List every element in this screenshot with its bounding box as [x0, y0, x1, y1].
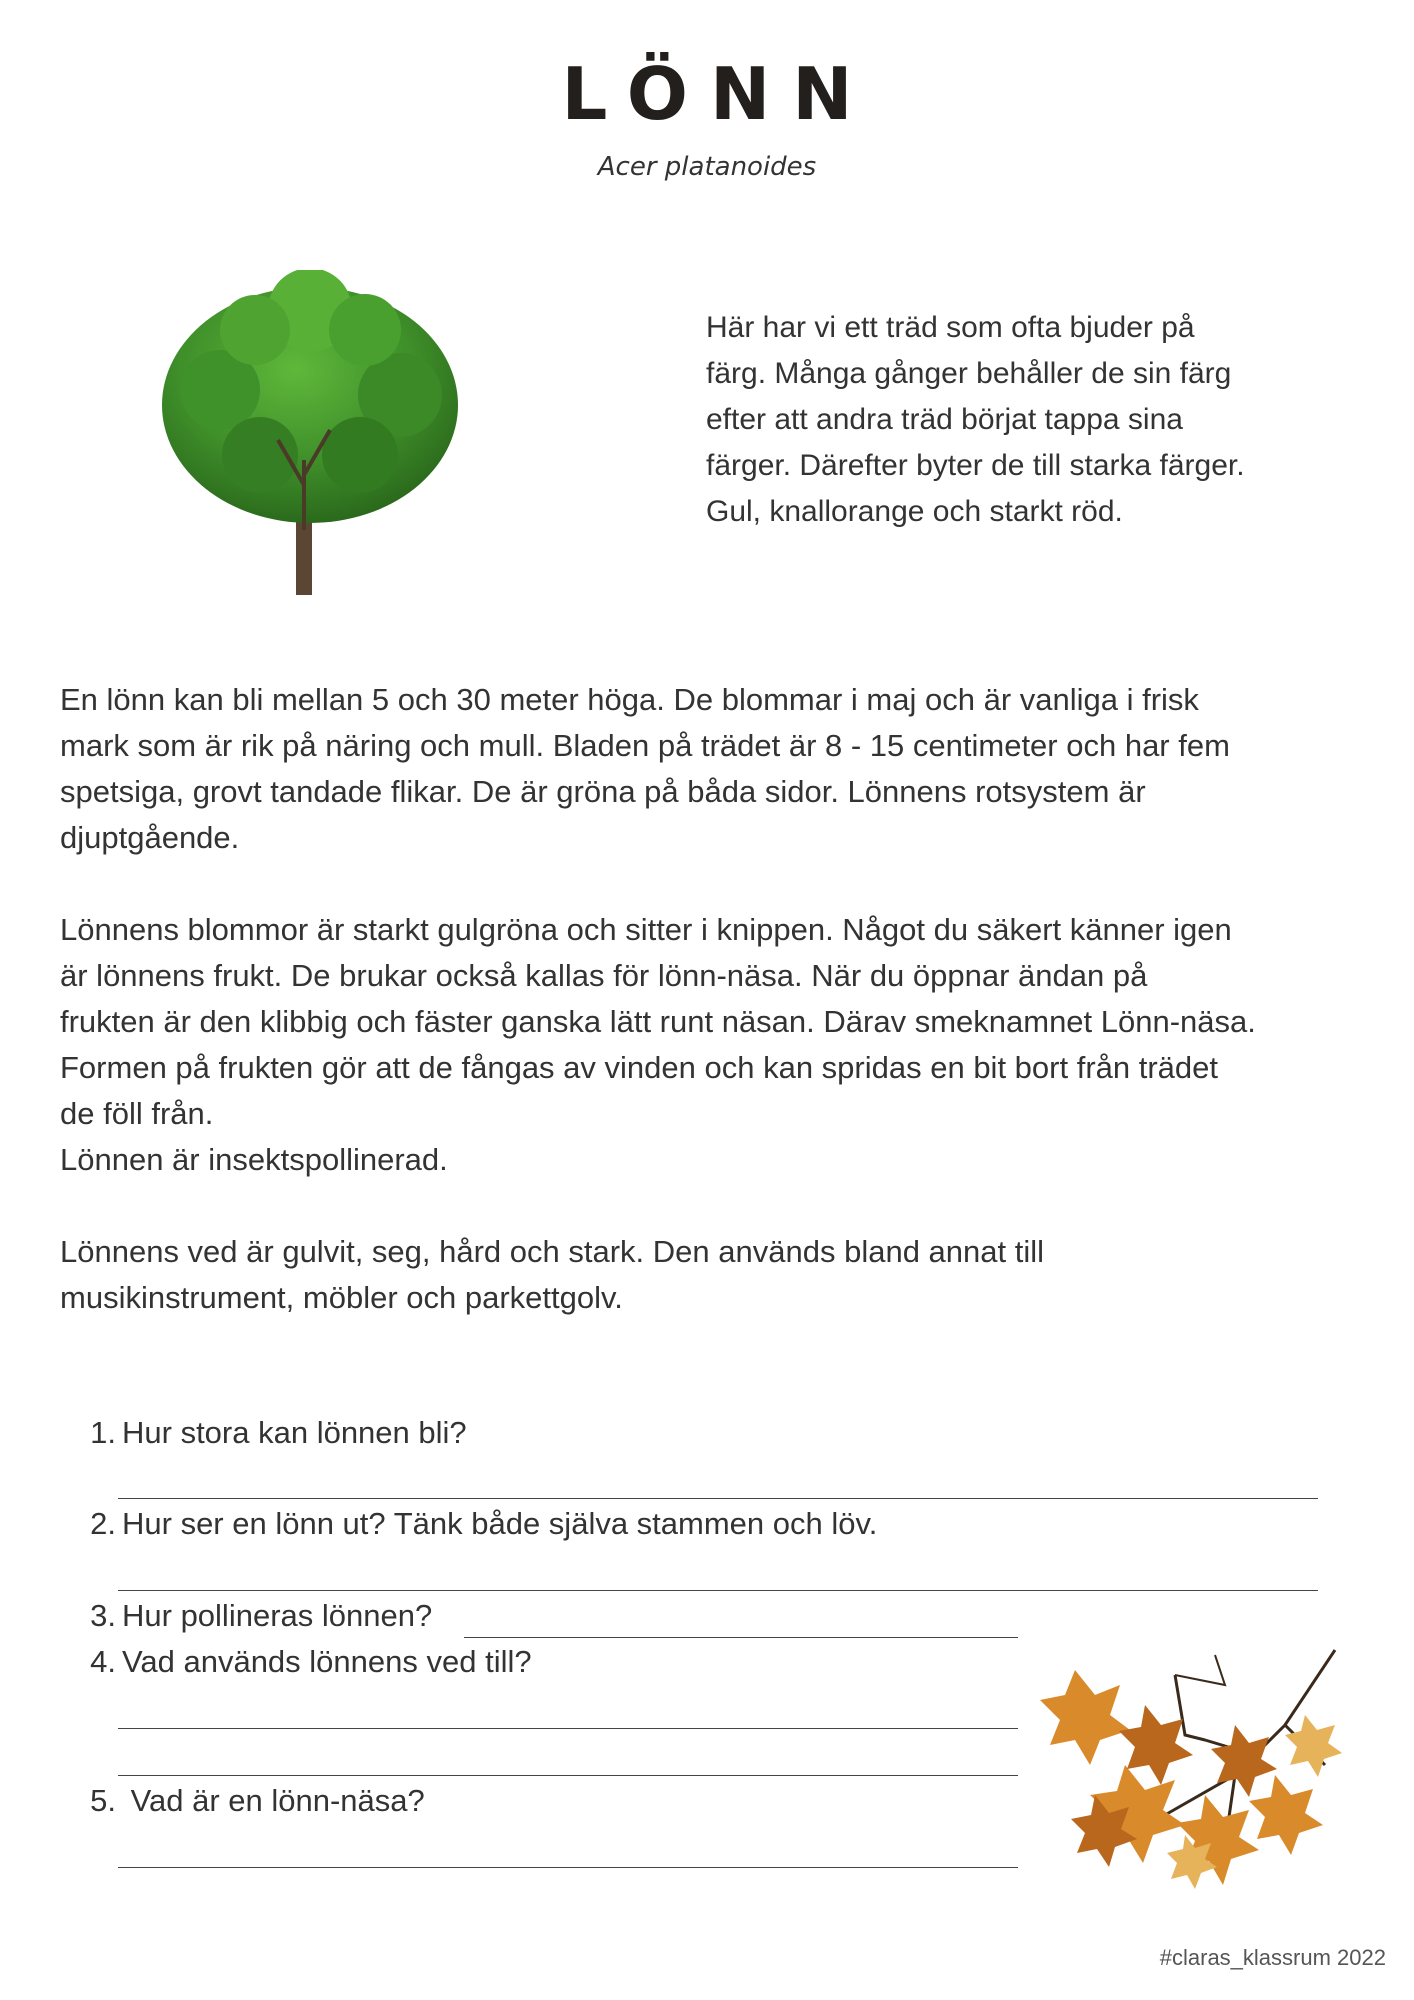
intro-line: efter att andra träd börjat tappa sina	[706, 403, 1183, 436]
text-line: frukten är den klibbig och fäster ganska lätt runt näsan. Därav smeknamnet Lönn-näsa.	[60, 1004, 1256, 1039]
intro-line: Här har vi ett träd som ofta bjuder på	[706, 311, 1195, 344]
intro-line: färg. Många gånger behåller de sin färg	[706, 357, 1232, 390]
question-text: Vad är en lönn-näsa?	[122, 1783, 425, 1818]
question-number: 3.	[90, 1598, 116, 1633]
question-item	[84, 1415, 467, 1451]
answer-line[interactable]	[118, 1590, 1318, 1591]
paragraph-wood	[60, 1229, 1360, 1321]
text-line: Lönnens ved är gulvit, seg, hård och stark. Den används bland annat till	[60, 1234, 1045, 1269]
paragraph-flowers	[60, 907, 1360, 1183]
question-text: Hur stora kan lönnen bli?	[122, 1415, 467, 1450]
question-item	[84, 1598, 432, 1634]
text-line: spetsiga, grovt tandade flikar. De är gröna på båda sidor. Lönnens rotsystem är	[60, 774, 1146, 809]
footer-credit: #claras_klassrum 2022	[1159, 1945, 1386, 1970]
question-item	[84, 1506, 877, 1542]
text-line: En lönn kan bli mellan 5 och 30 meter höga. De blommar i maj och är vanliga i frisk	[60, 682, 1199, 717]
paragraph-size	[60, 677, 1360, 861]
latin-name: Acer platanoides	[597, 152, 817, 182]
text-line: Formen på frukten gör att de fångas av vinden och kan spridas en bit bort från trädet	[60, 1050, 1219, 1085]
page-title: LÖNN	[561, 52, 875, 136]
question-text: Hur ser en lönn ut? Tänk både själva stammen och löv.	[122, 1506, 878, 1541]
intro-line: färger. Därefter byter de till starka färger.	[706, 449, 1245, 482]
question-text: Hur pollineras lönnen?	[122, 1598, 433, 1633]
question-text: Vad används lönnens ved till?	[122, 1644, 532, 1679]
text-line: Lönnen är insektspollinerad.	[60, 1142, 448, 1177]
answer-line[interactable]	[118, 1775, 1018, 1776]
question-number: 2.	[90, 1506, 116, 1541]
answer-line[interactable]	[464, 1637, 1018, 1638]
autumn-leaves-image	[1035, 1645, 1355, 1895]
question-number: 4.	[90, 1644, 116, 1679]
question-item	[84, 1644, 532, 1680]
text-line: Lönnens blommor är starkt gulgröna och sitter i knippen. Något du säkert känner igen	[60, 912, 1232, 947]
intro-text	[706, 305, 1346, 535]
answer-line[interactable]	[118, 1867, 1018, 1868]
tree-image	[160, 270, 460, 600]
answer-line[interactable]	[118, 1728, 1018, 1729]
text-line: mark som är rik på näring och mull. Bladen på trädet är 8 - 15 centimeter och har fem	[60, 728, 1230, 763]
answer-line[interactable]	[118, 1498, 1318, 1499]
text-line: musikinstrument, möbler och parkettgolv.	[60, 1280, 623, 1315]
question-item	[84, 1783, 425, 1819]
text-line: är lönnens frukt. De brukar också kallas för lönn-näsa. När du öppnar ändan på	[60, 958, 1148, 993]
question-number: 1.	[90, 1415, 116, 1450]
text-line: de föll från.	[60, 1096, 214, 1131]
intro-line: Gul, knallorange och starkt röd.	[706, 495, 1123, 528]
question-number: 5.	[90, 1783, 116, 1818]
text-line: djuptgående.	[60, 820, 240, 855]
